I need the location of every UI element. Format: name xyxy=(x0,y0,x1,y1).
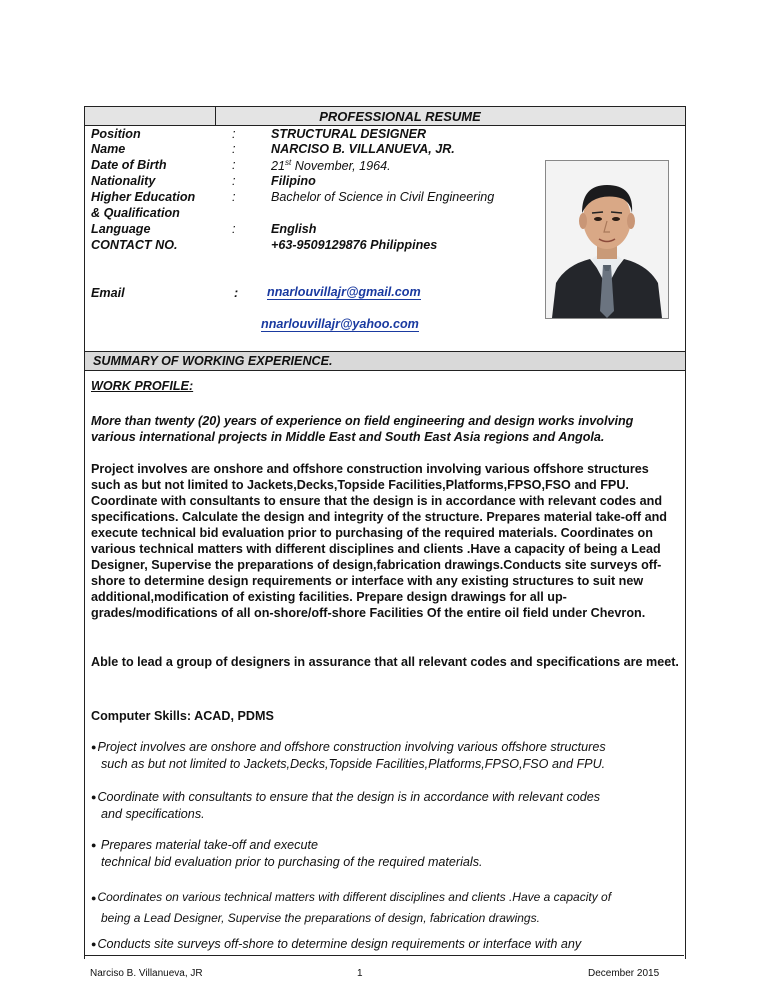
bio-value-name: NARCISO B. VILLANUEVA, JR. xyxy=(271,142,455,156)
bullet-item xyxy=(91,739,679,773)
bio-label-name: Name xyxy=(91,142,126,156)
bullet-line: Prepares material take-off and execute xyxy=(97,838,318,852)
bullet-item xyxy=(91,887,679,928)
bullet-dot-icon: ● xyxy=(91,939,97,950)
work-profile-heading: WORK PROFILE: xyxy=(91,379,194,393)
resume-title: PROFESSIONAL RESUME xyxy=(319,109,481,124)
bio-label-education: Higher Education xyxy=(91,190,196,204)
bullet-line-continued: being a Lead Designer, Supervise the preparations of design, fabrication drawings. xyxy=(101,910,540,925)
title-row xyxy=(85,107,685,126)
bio-value-contact: +63-9509129876 Philippines xyxy=(271,238,438,252)
bio-colon: : xyxy=(232,142,236,156)
bio-value-position: STRUCTURAL DESIGNER xyxy=(271,127,427,141)
bullet-dot-icon: ● xyxy=(91,742,97,753)
bio-colon: : xyxy=(232,190,236,204)
footer-divider xyxy=(84,955,684,956)
bio-label-language: Language xyxy=(91,222,151,236)
bullet-line-continued: and specifications. xyxy=(101,807,205,822)
bio-colon: : xyxy=(234,286,239,300)
summary-row xyxy=(85,351,685,371)
profile-paragraph-details: Project involves are onshore and offshore construction involving various offshore structures such as but not limited to Jackets,Decks,Topside Facilities,Platforms,FPSO,FSO and FPU. Coordinate with consultants to ensure that the design is in accordance with relevant codes and specifications. Calculate the design and integrity of the structure. Prepares material take-off and execute technical bid evaluation prior to purchasing of the required materials. Coordinates on various technical matters with different disciplines and clients .Have a capacity of being a Lead Designer, Supervise the preparations of design,fabrication drawings.Conducts site surveys off-shore to determine design requirements or interface with any existing structures to suit new additional,modification of existing facilities. Prepare design drawings for all up-grades/modifications of all on-shore/off-shore Facilities Of the entire oil field under Chevron. xyxy=(91,462,667,620)
bio-value-dob: 21st November, 1964. xyxy=(271,158,391,174)
bullet-dot-icon: ● xyxy=(91,792,97,803)
profile-paragraph-lead: Able to lead a group of designers in assurance that all relevant codes and specifications are meet. xyxy=(91,655,679,669)
bio-value-education: Bachelor of Science in Civil Engineering xyxy=(271,190,495,204)
bio-label-dob: Date of Birth xyxy=(91,158,167,172)
footer-page-number: 1 xyxy=(357,968,363,979)
bullet-line: Conducts site surveys off-shore to determine design requirements or interface with any xyxy=(97,937,582,951)
bullet-line: Coordinates on various technical matters with different disciplines and clients .Have a capacity of xyxy=(97,890,612,904)
bullet-dot-icon: ● xyxy=(91,840,97,851)
bullet-item xyxy=(91,789,679,823)
computer-skills: Computer Skills: ACAD, PDMS xyxy=(91,709,274,723)
footer-author: Narciso B. Villanueva, JR xyxy=(90,968,203,979)
email-link-yahoo[interactable]: nnarlouvillajr@yahoo.com xyxy=(261,317,419,331)
portrait-image xyxy=(546,161,668,318)
bio-label-qualification: & Qualification xyxy=(91,206,180,220)
profile-photo xyxy=(545,160,669,319)
bio-label-position: Position xyxy=(91,127,141,141)
email-link-gmail[interactable]: nnarlouvillajr@gmail.com xyxy=(267,285,421,299)
bio-colon: : xyxy=(232,222,236,236)
bio-colon: : xyxy=(232,127,236,141)
bio-section xyxy=(85,126,685,352)
bullet-item xyxy=(91,936,679,953)
bio-label-email: Email xyxy=(91,286,125,300)
bullet-line-continued: technical bid evaluation prior to purchasing of the required materials. xyxy=(101,855,483,870)
bio-label-nationality: Nationality xyxy=(91,174,156,188)
bio-label-contact: CONTACT NO. xyxy=(91,238,178,252)
summary-heading: SUMMARY OF WORKING EXPERIENCE. xyxy=(93,354,333,368)
bio-colon: : xyxy=(232,174,236,188)
bio-value-nationality: Filipino xyxy=(271,174,316,188)
bullet-dot-icon: ● xyxy=(91,892,97,903)
bullet-line-continued: such as but not limited to Jackets,Decks,Topside Facilities,Platforms,FPSO,FSO and FPU. xyxy=(101,757,606,772)
bullet-line: Project involves are onshore and offshore construction involving various offshore structures xyxy=(97,740,606,754)
bullet-item xyxy=(91,837,679,871)
bio-value-language: English xyxy=(271,222,317,236)
bullet-line: Coordinate with consultants to ensure that the design is in accordance with relevant codes xyxy=(97,790,601,804)
resume-frame xyxy=(84,106,686,959)
footer-date: December 2015 xyxy=(588,968,660,979)
bio-colon: : xyxy=(232,158,236,172)
profile-paragraph-intro: More than twenty (20) years of experience on field engineering and design works involving various international projects in Middle East and South East Asia regions and Angola. xyxy=(91,414,634,444)
